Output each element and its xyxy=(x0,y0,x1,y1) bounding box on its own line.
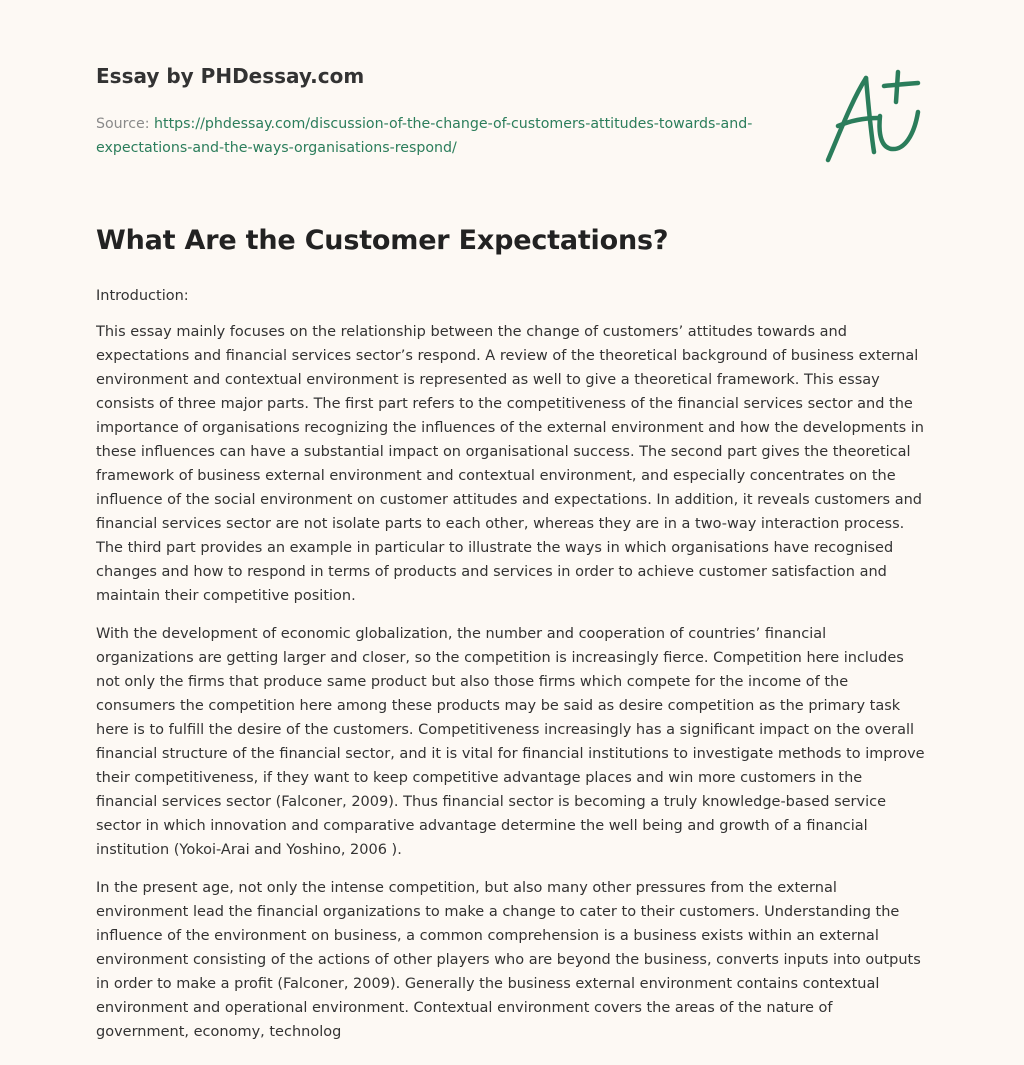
paragraph: In the present age, not only the intense competition, but also many other pressures from the external environment lead the financial organizations to make a change to cater to their customers. Understanding the influence of the environment on business, a common comprehension is a business exists within an external environment consisting of the actions of other players who are beyond the business, converts inputs into outputs in order to make a profit (Falconer, 2009). Generally the business external environment contains contextual environment and operational environment. Contextual environment covers the areas of the nature of government, economy, technolog xyxy=(96,880,921,1040)
paragraph: This essay mainly focuses on the relationship between the change of customers’ attitudes towards and expectations and financial services sector’s respond. A review of the theoretical background of business external environment and contextual environment is represented as well to give a theoretical framework. This essay consists of three major parts. The first part refers to the competitiveness of the financial services sector and the importance of organisations recognizing the influences of the external environment and how the developments in these influences can have a substantial impact on organisational success. The second part gives the theoretical framework of business external environment and contextual environment, and especially concentrates on the influence of the social environment on customer attitudes and expectations. In addition, it reveals customers and financial services sector are not isolate parts to each other, whereas they are in a two-way interaction process. The third part provides an example in particular to illustrate the ways in which organisations have recognised changes and how to respond in terms of products and services in order to achieve customer satisfaction and maintain their competitive position. xyxy=(96,324,924,604)
header xyxy=(96,0,928,200)
page-title: What Are the Customer Expectations? xyxy=(96,225,669,256)
brand-title: Essay by PHDessay.com xyxy=(96,64,365,88)
a-plus-logo-icon xyxy=(818,66,926,166)
source-link[interactable]: https://phdessay.com/discussion-of-the-change-of-customers-attitudes-towards-and-expectations-and-the-ways-organisations-respond/ xyxy=(96,116,753,156)
intro-label: Introduction: xyxy=(96,288,189,304)
source-label: Source: xyxy=(96,116,150,132)
paragraph: With the development of economic globalization, the number and cooperation of countries’ financial organizations are getting larger and closer, so the competition is increasingly fierce. Competition here includes not only the firms that produce same product but also those firms which compete for the income of the consumers the competition here among these products may be said as desire competition as the primary task here is to fulfill the desire of the customers. Competitiveness increasingly has a significant impact on the overall financial structure of the financial sector, and it is vital for financial institutions to investigate methods to improve their competitiveness, if they want to keep competitive advantage places and win more customers in the financial services sector (Falconer, 2009). Thus financial sector is becoming a truly knowledge-based service sector in which innovation and comparative advantage determine the well being and growth of a financial institution (Yokoi-Arai and Yoshino, 2006 ). xyxy=(96,626,925,858)
article-body xyxy=(96,284,928,1052)
source-line xyxy=(96,112,786,160)
